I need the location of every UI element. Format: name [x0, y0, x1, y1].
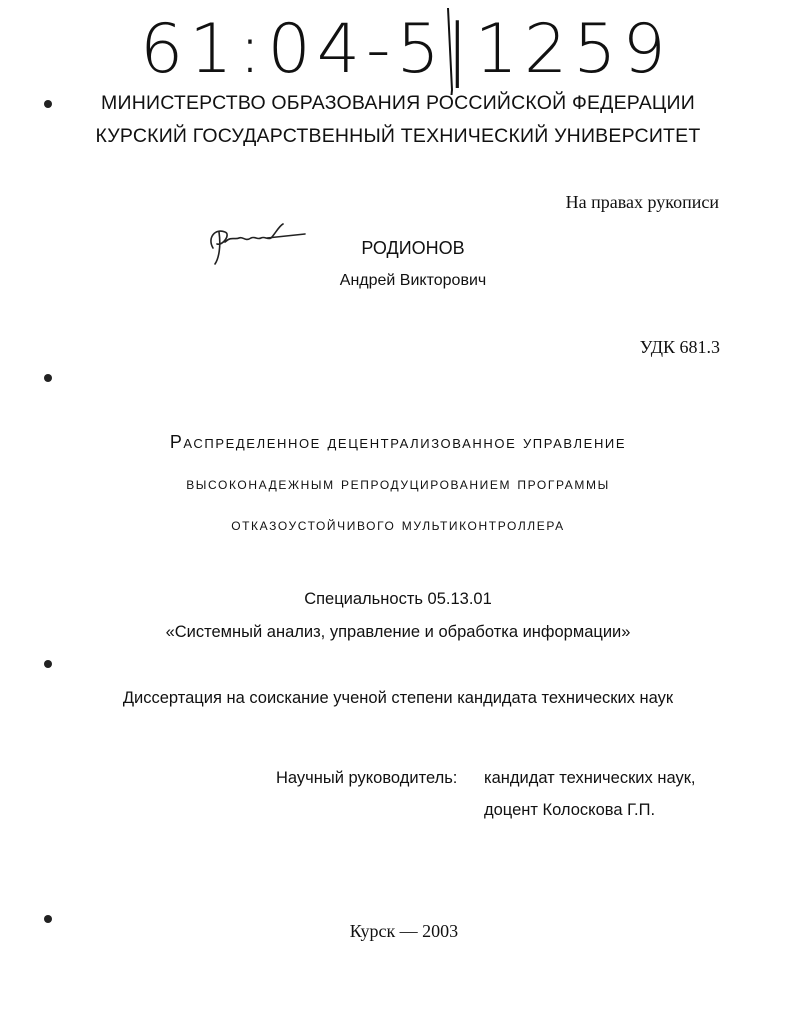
author-given-names: Андрей Викторович: [339, 272, 487, 289]
punch-mark-icon: [44, 660, 52, 668]
specialty-name: «Системный анализ, управление и обработка информации»: [165, 623, 631, 641]
supervisor-degree: кандидат технических наук,: [484, 769, 696, 787]
supervisor-label: Научный руководитель:: [276, 769, 458, 787]
specialty-code: Специальность 05.13.01: [304, 590, 492, 608]
place-and-year: Курск — 2003: [349, 921, 459, 941]
thesis-title-line-2: высоконадежным репродуцированием программы: [186, 474, 610, 493]
handwritten-code-text: 61:04-5|1259: [140, 10, 672, 89]
university-name: КУРСКИЙ ГОСУДАРСТВЕННЫЙ ТЕХНИЧЕСКИЙ УНИВЕРСИТЕТ: [95, 125, 701, 147]
degree-statement: Диссертация на соискание ученой степени кандидата технических наук: [122, 689, 674, 707]
handwritten-archive-code: [130, 0, 690, 95]
thesis-title-line-3: отказоустойчивого мультиконтроллера: [231, 515, 565, 534]
udk-code: УДК 681.3: [639, 337, 720, 357]
manuscript-rights-note: На правах рукописи: [565, 192, 719, 212]
thesis-title-line-1: Распределенное децентрализованное управление: [169, 432, 627, 452]
supervisor-name: доцент Колоскова Г.П.: [484, 801, 656, 819]
author-surname: РОДИОНОВ: [361, 238, 465, 258]
ministry-name: МИНИСТЕРСТВО ОБРАЗОВАНИЯ РОССИЙСКОЙ ФЕДЕРАЦИИ: [101, 92, 695, 114]
punch-mark-icon: [44, 374, 52, 382]
